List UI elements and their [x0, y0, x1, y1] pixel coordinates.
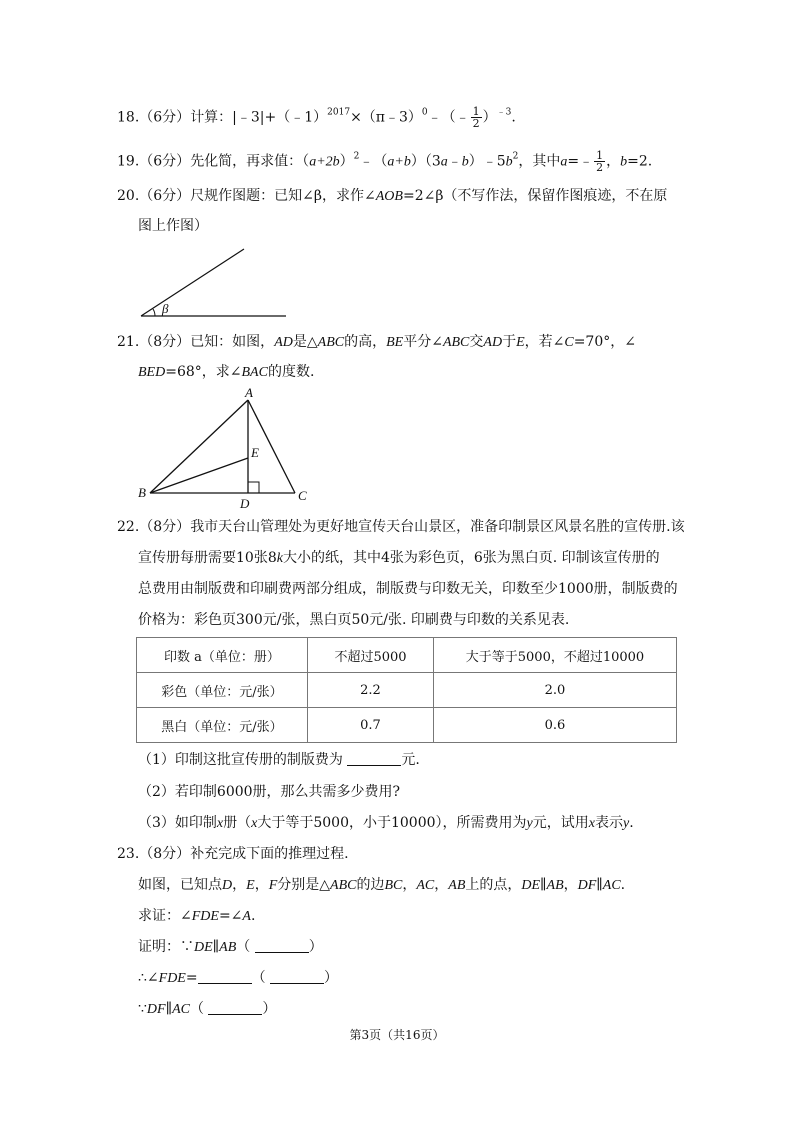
- text: ）: [482, 109, 497, 126]
- text: ，若∠: [524, 334, 565, 350]
- text: 如图，已知点: [138, 877, 222, 893]
- text: 册（: [223, 815, 252, 831]
- text: ）: [324, 970, 339, 986]
- math: C: [564, 335, 574, 350]
- answer-blank[interactable]: [198, 969, 252, 984]
- text: 交: [469, 334, 484, 350]
- text: 表示: [594, 815, 623, 831]
- text: ）: [308, 939, 323, 955]
- question-number: 22.: [117, 519, 140, 535]
- text: =: [185, 970, 198, 986]
- math: x: [588, 816, 595, 831]
- text: ，: [402, 877, 417, 893]
- question-number: 21.: [117, 334, 140, 350]
- question-23-line5: [138, 968, 338, 989]
- question-22-line4: 价格为：彩色页300元/张，黑白页50元/张. 印刷费与印数的关系见表.: [138, 612, 570, 628]
- table-cell: 彩色（单位：元/张）: [137, 673, 308, 708]
- table-row: [137, 708, 677, 743]
- table-header-cell: 大于等于5000，不超过10000: [434, 638, 677, 673]
- text: 证明：∵: [138, 939, 194, 955]
- text: ﹣（: [359, 153, 388, 170]
- math: DF: [146, 1002, 166, 1017]
- table-cell: 0.7: [308, 708, 434, 743]
- question-22-sub1: [138, 750, 420, 770]
- text: =70°，∠: [573, 334, 636, 350]
- exponent: 2: [353, 151, 360, 162]
- text: （: [251, 970, 266, 986]
- question-number: 19.: [117, 153, 140, 170]
- math: D: [222, 878, 233, 893]
- table-header-row: [137, 638, 677, 673]
- math: DE: [194, 940, 213, 955]
- table-row: [137, 673, 677, 708]
- text: 计算：|﹣3|+（﹣1）: [190, 109, 328, 126]
- math: BAC: [241, 365, 268, 380]
- question-23-line4: [138, 937, 323, 958]
- text: （: [236, 939, 251, 955]
- math: E: [246, 878, 255, 893]
- math: b: [505, 154, 513, 170]
- text: 宣传册每册需要10张8: [138, 550, 277, 566]
- math: x: [251, 816, 258, 831]
- question-22-line3: 总费用由制版费和印刷费两部分组成，制版费与印数无关，印数至少1000册，制版费的: [138, 581, 678, 597]
- math: DF: [577, 878, 597, 893]
- question-number: 20.: [117, 188, 140, 204]
- question-22-line2: [138, 548, 660, 569]
- text: ∵: [138, 1001, 147, 1017]
- math: AC: [416, 878, 435, 893]
- math: a: [440, 154, 448, 170]
- question-22-sub3: [138, 813, 634, 834]
- table-cell: 2.0: [434, 673, 677, 708]
- label-B: B: [138, 485, 146, 500]
- question-number: 18.: [117, 109, 140, 126]
- score: （6分）: [139, 109, 191, 126]
- text: 求证：∠: [138, 908, 192, 924]
- text: =﹣: [567, 153, 594, 170]
- exponent: ﹣3: [496, 107, 512, 118]
- question-23-line6: [138, 999, 276, 1020]
- exponent: 2017: [327, 107, 351, 118]
- math: AC: [172, 1002, 190, 1017]
- text: ∥: [540, 877, 547, 893]
- text: 的边: [356, 877, 385, 893]
- math: b: [461, 154, 469, 170]
- score: （8分）: [139, 334, 191, 350]
- text: （: [189, 1001, 204, 1017]
- text: =2.: [627, 153, 653, 170]
- text: ，: [232, 877, 247, 893]
- exponent: 0: [421, 107, 428, 118]
- math: ABC: [330, 878, 357, 893]
- text: ）﹣5: [468, 153, 506, 170]
- text: ﹣（﹣: [427, 109, 470, 126]
- math: a+2b: [309, 154, 340, 170]
- text: ，: [563, 877, 578, 893]
- math: AB: [546, 878, 564, 893]
- math: AB: [448, 878, 466, 893]
- math: y: [622, 816, 630, 831]
- math: BC: [384, 878, 403, 893]
- math: BED: [138, 365, 166, 380]
- text: =∠: [218, 908, 243, 924]
- text: ∴∠: [138, 970, 159, 986]
- label-E: E: [251, 445, 259, 460]
- text: =68°，求∠: [165, 364, 242, 380]
- text: ，: [434, 877, 449, 893]
- math: DE: [521, 878, 541, 893]
- math: AD: [274, 335, 293, 350]
- table-cell: 2.2: [308, 673, 434, 708]
- numerator: 1: [596, 149, 604, 162]
- text: 先化简，再求值：（: [190, 153, 310, 170]
- text: 于: [502, 334, 517, 350]
- math: AD: [483, 335, 503, 350]
- math: BE: [386, 335, 404, 350]
- text: =2∠β（不写作法，保留作图痕迹，不在原: [402, 188, 668, 204]
- text: （1）印制这批宣传册的制版费为: [138, 752, 343, 768]
- table-header-cell: 不超过5000: [308, 638, 434, 673]
- text: 我市天台山管理处为更好地宣传天台山景区，准备印制景区风景名胜的宣传册.该: [190, 519, 685, 535]
- text: .: [620, 877, 626, 893]
- math: AB: [219, 940, 237, 955]
- question-23-line3: [138, 906, 255, 927]
- answer-blank[interactable]: [255, 938, 309, 953]
- table-cell: 0.6: [434, 708, 677, 743]
- math: AOB: [375, 189, 403, 204]
- label-C: C: [298, 488, 307, 503]
- denominator: 2: [596, 161, 604, 174]
- math: k: [276, 551, 283, 566]
- text: 元，试用: [532, 815, 589, 831]
- text: ∥: [165, 1001, 173, 1017]
- text: ∥: [596, 877, 603, 893]
- question-22: [117, 517, 685, 537]
- math: FDE: [158, 971, 186, 986]
- bisector-BE: [150, 458, 248, 493]
- text: ，其中: [518, 153, 561, 170]
- text: 是△: [292, 334, 318, 350]
- question-number: 23.: [117, 846, 140, 862]
- label-D: D: [240, 496, 250, 511]
- text: ）（3: [410, 153, 441, 170]
- math: F: [268, 878, 278, 893]
- text: ）: [339, 153, 354, 170]
- text: 上的点，: [465, 877, 522, 893]
- text: ）: [262, 1001, 277, 1017]
- answer-blank[interactable]: [347, 751, 401, 766]
- side-AB: [150, 400, 248, 493]
- math: x: [216, 816, 224, 831]
- beta-label: β: [162, 301, 169, 316]
- page-footer: 第3页（共16页）: [349, 1028, 445, 1042]
- text: 元.: [401, 752, 420, 768]
- text: 分别是△: [277, 877, 331, 893]
- table-cell: 黑白（单位：元/张）: [137, 708, 308, 743]
- answer-blank[interactable]: [270, 969, 324, 984]
- math: b: [620, 154, 628, 170]
- question-20-line2: 图上作图）: [138, 218, 208, 234]
- text: 大小的纸，其中4张为彩色页，6张为黑白页. 印制该宣传册的: [282, 550, 660, 566]
- text: ×（π﹣3）: [350, 109, 422, 126]
- text: 平分∠: [403, 334, 443, 350]
- text: .: [629, 815, 634, 831]
- text: ，: [254, 877, 269, 893]
- text: .: [511, 109, 516, 126]
- text: ，: [606, 153, 621, 170]
- answer-blank[interactable]: [208, 1000, 262, 1015]
- right-angle-mark: [248, 482, 259, 493]
- text: 的高，: [344, 334, 387, 350]
- denominator: 2: [472, 117, 480, 130]
- math: FDE: [191, 909, 219, 924]
- exponent: 2: [512, 151, 519, 162]
- question-23-line2: [138, 875, 625, 896]
- text: 补充完成下面的推理过程.: [190, 846, 349, 862]
- math: ABC: [317, 335, 345, 350]
- label-A: A: [245, 385, 253, 400]
- math: A: [242, 909, 251, 924]
- math: ABC: [442, 335, 470, 350]
- question-22-sub2: （2）若印制6000册，那么共需多少费用?: [138, 784, 401, 800]
- table-header-cell: 印数 a（单位：册）: [137, 638, 308, 673]
- score: （6分）: [139, 188, 191, 204]
- price-table: [136, 637, 677, 743]
- text: ∥: [212, 939, 220, 955]
- score: （8分）: [139, 846, 191, 862]
- math: y: [526, 816, 533, 831]
- question-23: [117, 844, 349, 864]
- text: 大于等于5000，小于10000），所需费用为: [257, 815, 527, 831]
- math: a: [560, 154, 568, 170]
- text: 的度数.: [267, 364, 315, 380]
- text: ﹣: [447, 153, 462, 170]
- math: AC: [602, 878, 621, 893]
- text: （3）如印制: [138, 815, 217, 831]
- score: （8分）: [139, 519, 191, 535]
- text: .: [250, 908, 256, 924]
- math: E: [516, 335, 525, 350]
- math: a+b: [387, 154, 411, 170]
- text: 尺规作图题：已知∠β，求作∠: [190, 188, 376, 204]
- text: 已知：如图，: [190, 334, 275, 350]
- numerator: 1: [472, 105, 480, 118]
- score: （6分）: [139, 153, 191, 170]
